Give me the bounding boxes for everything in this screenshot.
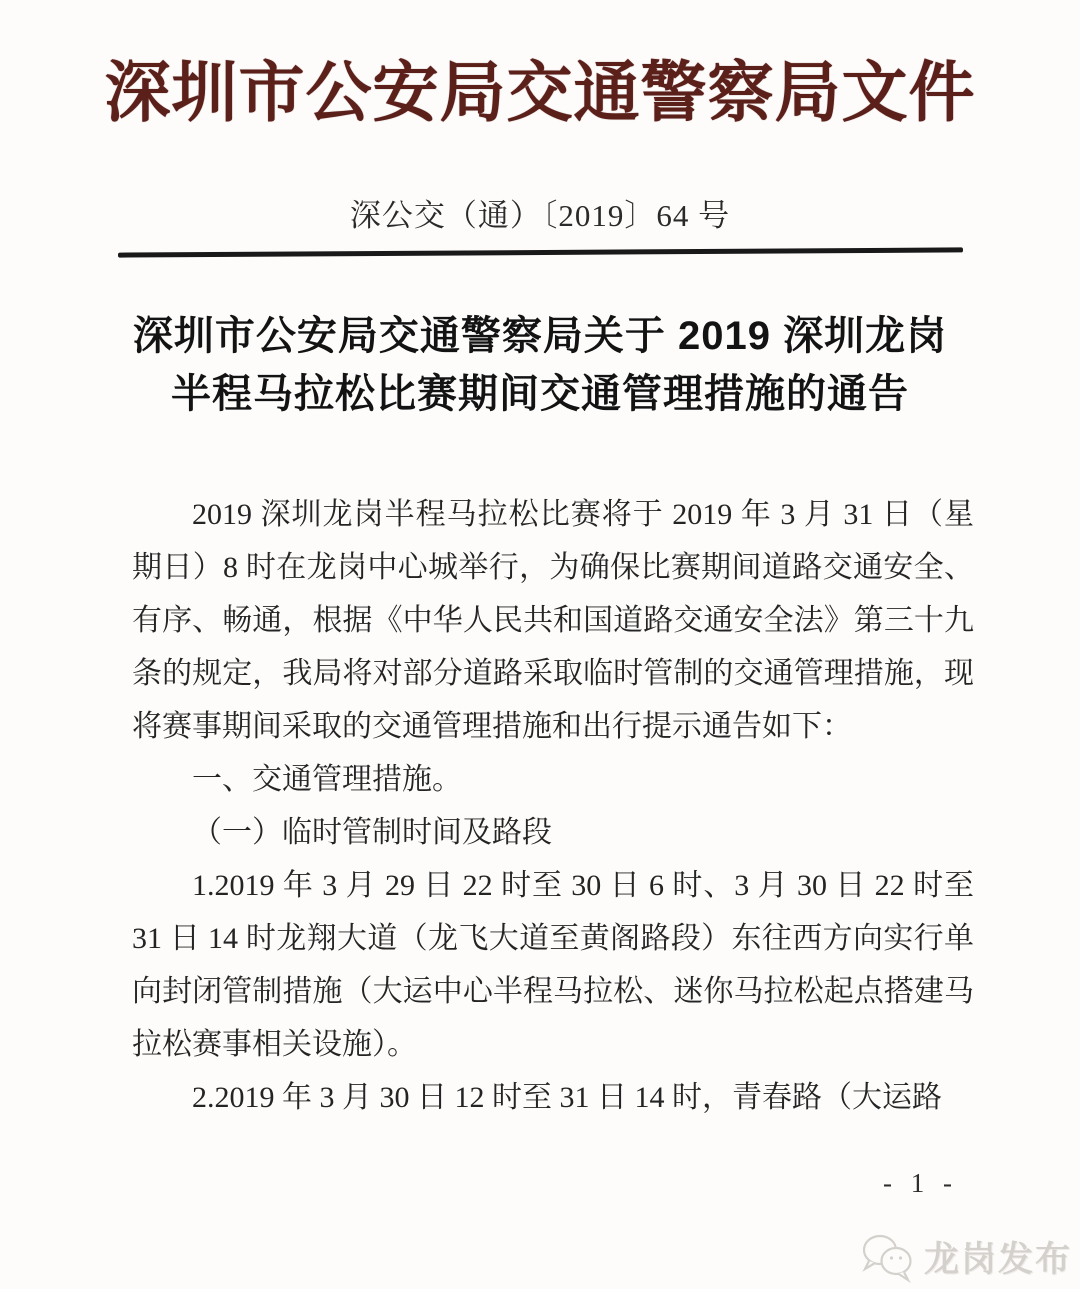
publisher-watermark — [860, 1231, 1072, 1283]
agency-letterhead: 深圳市公安局交通警察局文件 — [104, 57, 976, 130]
body-paragraph-item-1: 1.2019 年 3 月 29 日 22 时至 30 日 6 时、3 月 30 日 22 时至 31 日 14 时龙翔大道（龙飞大道至黄阁路段）东往西方向实行单向封闭管制措施（大运中心半程马拉松、迷你马拉松起点搭建马拉松赛事相关设施）。 — [132, 869, 974, 1061]
document-reference-number: 深公交（通）〔2019〕64 号 — [349, 198, 731, 233]
chat-bubbles-icon — [860, 1231, 916, 1283]
document-title — [0, 307, 1080, 423]
body-paragraph-item-2: 2.2019 年 3 月 30 日 12 时至 31 日 14 时，青春路（大运路 — [192, 1081, 942, 1114]
page-number: - 1 - — [883, 1168, 958, 1198]
body-paragraph-section-1: 一、交通管理措施。 — [192, 763, 462, 796]
body-paragraph-subsection-1: （一）临时管制时间及路段 — [192, 816, 552, 849]
letterhead-divider-rule — [117, 247, 962, 257]
document-title-line-1: 深圳市公安局交通警察局关于 2019 深圳龙岗 — [132, 314, 948, 358]
document-body — [132, 488, 974, 1124]
document-title-line-2: 半程马拉松比赛期间交通管理措施的通告 — [171, 372, 909, 416]
watermark-label: 龙岗发布 — [923, 1240, 1072, 1279]
body-paragraph-intro: 2019 深圳龙岗半程马拉松比赛将于 2019 年 3 月 31 日（星期日）8 时在龙岗中心城举行，为确保比赛期间道路交通安全、有序、畅通，根据《中华人民共和国道路交通安全法》第三十九条的规定，我局将对部分道路采取临时管制的交通管理措施，现将赛事期间采取的交通管理措施和出行提示通告如下： — [132, 498, 974, 743]
